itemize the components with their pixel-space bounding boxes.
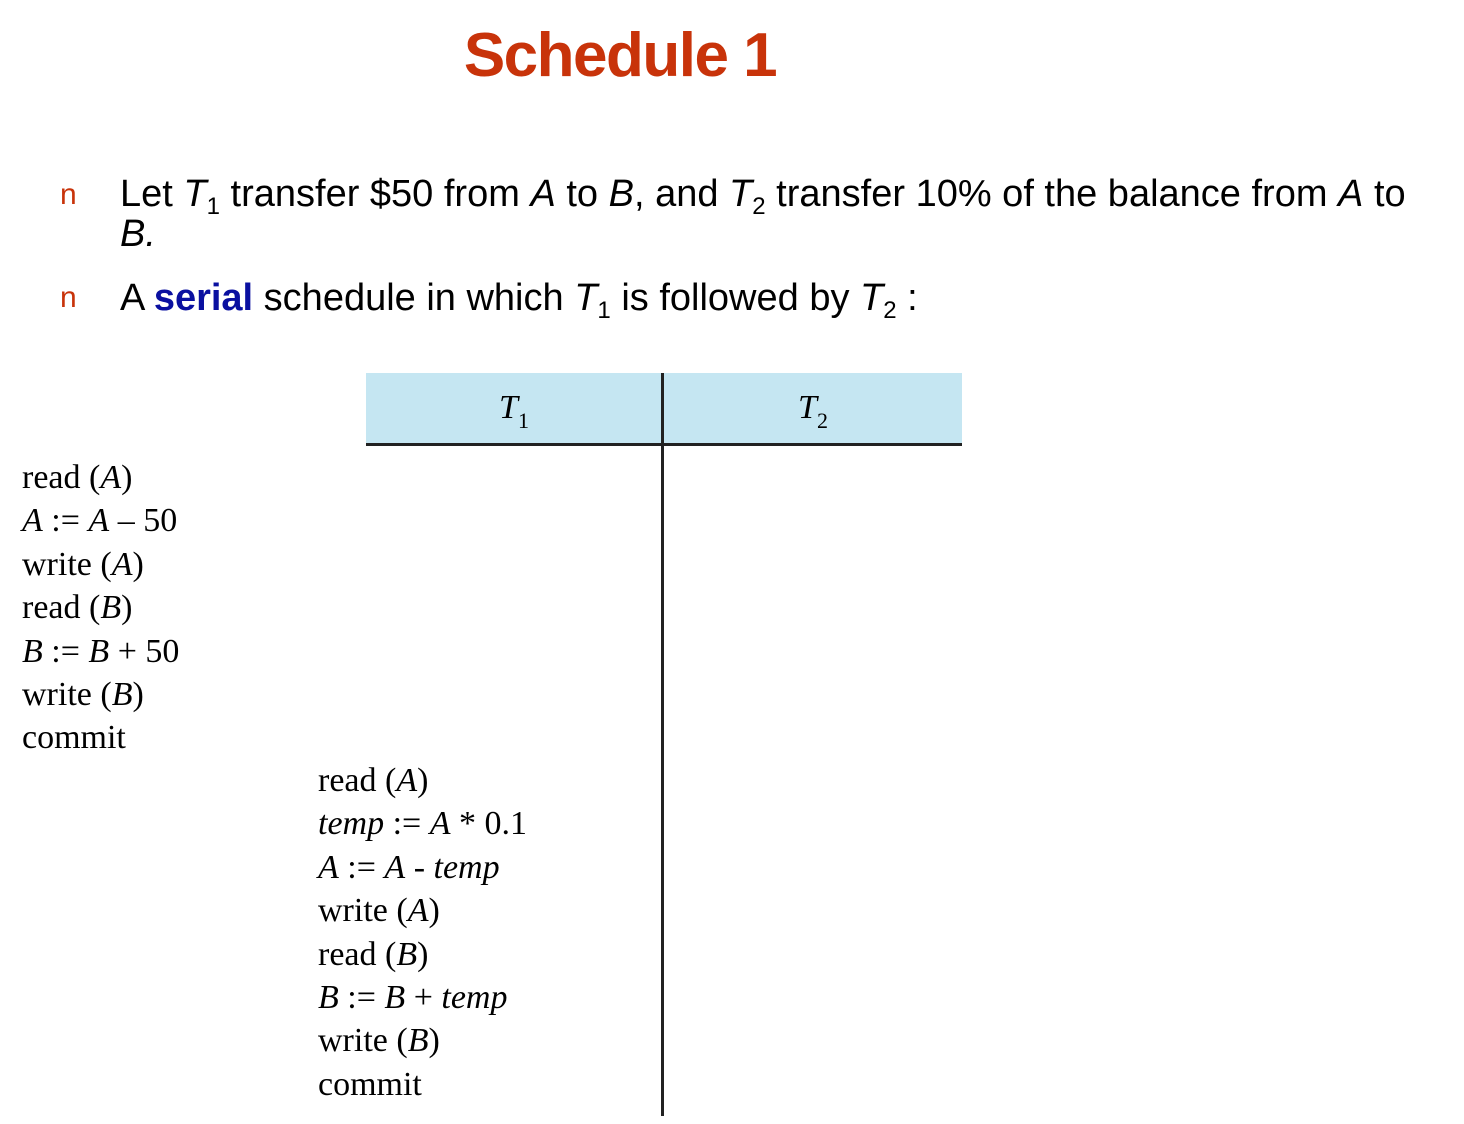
variable: temp (433, 848, 500, 886)
operation-text: read ( (318, 935, 397, 973)
variable: A (88, 502, 110, 540)
operation-text: – 50 (109, 502, 178, 540)
italic-text: T (574, 277, 598, 319)
t1-operations (22, 456, 179, 760)
slide-title: Schedule 1 (463, 21, 777, 90)
operation-line (318, 846, 527, 889)
variable: B (22, 632, 43, 670)
operation-line (318, 1063, 527, 1106)
variable: A (429, 805, 451, 843)
operation-text: ) (132, 676, 144, 714)
subscript: 1 (206, 193, 220, 220)
variable: A (384, 848, 406, 886)
operation-text: read ( (318, 762, 397, 799)
italic-text: T (183, 173, 207, 215)
operation-line (318, 759, 527, 802)
operation-text: := (384, 805, 430, 843)
variable: A (111, 545, 133, 583)
variable: A (318, 848, 339, 886)
text-run: to (555, 173, 609, 215)
column-divider (661, 373, 664, 1116)
operation-text: ) (428, 892, 440, 930)
operation-text: write ( (318, 892, 408, 930)
operation-line (22, 586, 179, 629)
variable: A (407, 892, 429, 930)
bullet-marker: n (60, 281, 77, 314)
variable: B (88, 632, 110, 670)
column-header-name: T (499, 389, 518, 426)
variable: B (384, 979, 406, 1017)
text-run: transfer 10% of the balance from (765, 173, 1339, 215)
variable: B (111, 676, 133, 714)
text-run: schedule in which (253, 277, 575, 319)
operation-text: read ( (22, 459, 101, 496)
operation-text: write ( (318, 1022, 408, 1060)
column-header-name: T (798, 389, 817, 426)
italic-text: A (1338, 173, 1364, 215)
variable: B (100, 589, 122, 627)
text-run: to (1363, 173, 1406, 215)
operation-text: write ( (22, 676, 112, 714)
operation-line (22, 673, 179, 716)
operation-line (22, 716, 179, 759)
text-run: Let (120, 173, 184, 215)
text-run: : (896, 277, 918, 319)
variable: A (100, 459, 122, 496)
variable: B (396, 935, 418, 973)
italic-text: B. (120, 213, 156, 255)
table-header (366, 373, 962, 446)
subscript: 1 (597, 297, 611, 324)
operation-text: ) (121, 459, 133, 496)
operation-text: ) (132, 545, 144, 583)
operation-text: commit (318, 1065, 422, 1103)
variable: A (22, 502, 43, 540)
t2-operations (318, 759, 527, 1106)
subscript: 2 (883, 297, 897, 324)
column-header-subscript: 2 (816, 408, 828, 433)
variable: temp (318, 805, 385, 843)
italic-text: B (608, 173, 634, 215)
operation-line (318, 976, 527, 1019)
operation-line (22, 456, 179, 499)
operation-text: + 50 (109, 632, 180, 670)
subscript: 2 (752, 193, 766, 220)
operation-line (318, 1019, 527, 1062)
column-header-t1 (366, 373, 662, 443)
variable: temp (441, 979, 508, 1017)
operation-text: := (42, 632, 89, 670)
operation-text: * 0.1 (450, 805, 527, 843)
variable: A (396, 762, 418, 799)
italic-text: A (530, 173, 556, 215)
operation-text: ) (121, 589, 133, 627)
bullet-text (120, 277, 1440, 324)
text-run: A (120, 277, 154, 319)
operation-text: := (338, 979, 385, 1017)
operation-text: ) (417, 762, 429, 799)
bullet-text (120, 174, 1440, 254)
column-header-subscript: 1 (517, 408, 529, 433)
text-run: is followed by (610, 277, 861, 319)
italic-text: T (729, 173, 753, 215)
operation-line (22, 499, 179, 542)
operation-line (318, 933, 527, 976)
text-run: transfer $50 from (219, 173, 531, 215)
operation-text: ) (428, 1022, 440, 1060)
operation-text: ) (417, 935, 429, 973)
bullet-marker: n (60, 178, 77, 211)
operation-text: := (42, 502, 89, 540)
italic-text: T (860, 277, 884, 319)
variable: B (407, 1022, 429, 1060)
operation-text: commit (22, 719, 126, 757)
highlight-word: serial (153, 277, 254, 319)
operation-line (22, 543, 179, 586)
operation-line (318, 802, 527, 845)
operation-line (22, 630, 179, 673)
variable: B (318, 979, 339, 1017)
text-run: , and (633, 173, 730, 215)
operation-line (318, 889, 527, 932)
operation-text: - (405, 848, 434, 886)
operation-text: + (405, 979, 442, 1017)
column-header-t2 (664, 373, 962, 443)
operation-text: write ( (22, 545, 112, 583)
operation-text: read ( (22, 589, 101, 627)
operation-text: := (338, 848, 385, 886)
